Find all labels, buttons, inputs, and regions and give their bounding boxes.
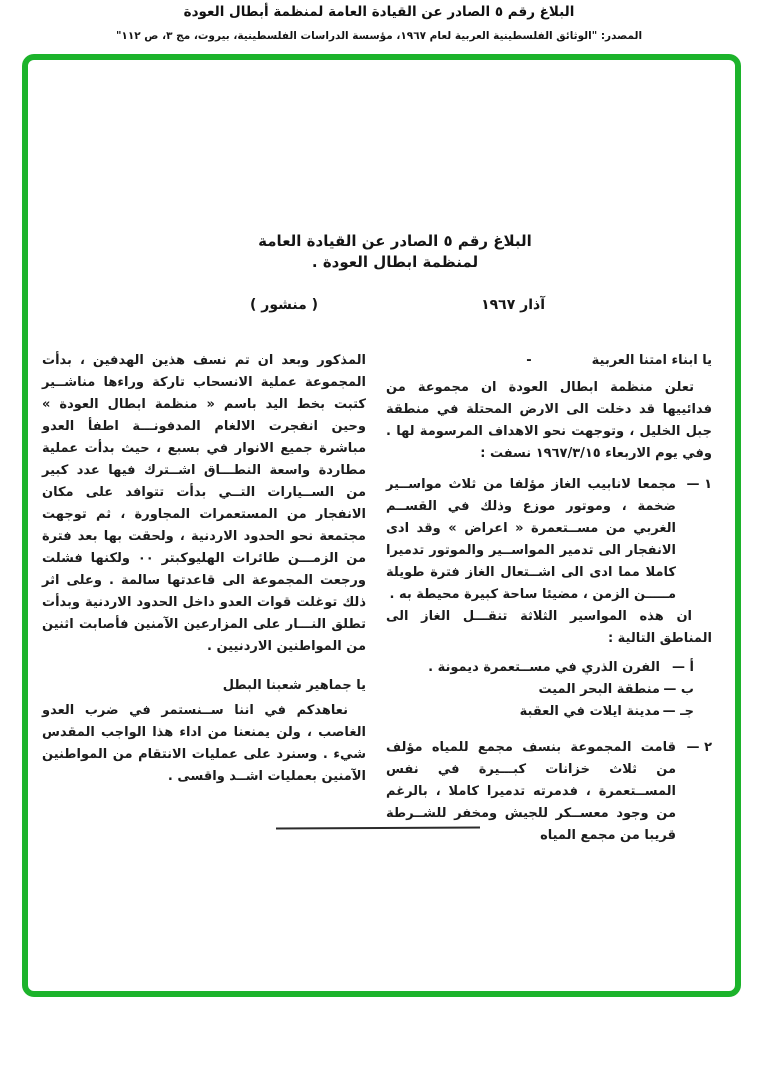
item-1-text: مجمعا لانابيب الغاز مؤلفا من ثلاث مواســير ضخمة ، وموتور موزع وذلك في القســم الغربي من مســتعمرة « اعراض » وقد ادى الانفجار الى تدمير المواســير والموتور تدميرا كاملا مما ادى الى اشــتعال الغاز فترة طويلة مـــــن الزمن ، مضيئا ساحة كبيرة محيطة به . xyxy=(386,477,676,602)
page-header xyxy=(0,4,758,42)
sub-item-c-marker: جـ — xyxy=(662,704,694,719)
item-2-marker: ٢ — xyxy=(686,740,712,755)
item-2-text: قامت المجموعة بنسف مجمع للمياه مؤلف من ثلاث خزانات كبـــيرة في نفس المســتعمرة ، فدمرته تدميرا كاملا ، بالرغم من وجود معســكر للجيش ومخفر للشــرطة قريبا من مجمع المياه xyxy=(386,740,676,843)
publication-status: ( منشور ) xyxy=(250,297,319,313)
left-column xyxy=(42,350,366,788)
sub-item-c-text: مدينة ايلات في العقبة xyxy=(519,704,660,719)
sub-item-b-text: منطقة البحر الميت xyxy=(538,682,660,697)
continuation-paragraph: المذكور وبعد ان تم نسف هذين الهدفين ، بدأت المجموعة عملية الانسحاب تاركة وراءها مناشــير كتبت بخط اليد باسم « منظمة ابطال العودة » وحين انفجرت الالغام المدفونـــة اطفأ العدو مباشرة جميع الانوار في بسبع ، حيث بدأت عملية مطاردة واسعة النطـــاق اشــترك فيها عدد كبير من الســيارات التــي بدأت تتوافد على مكان الانفجار من المستعمرات المجاورة ، ثم توجهت مجتمعة نحو الحدود الاردنية ، ولحقت بها بعد فترة من الزمـــن طائرات الهليوكبتر ٠٠ ولكنها فشلت ورجعت المجموعة الى قاعدتها سالمة . وعلى اثر ذلك توغلت قوات العدو داخل الحدود الاردنية وبدأت تطلق النـــار على المزارعين الآمنين فأصابت اثنين من المواطنين الاردنيين . xyxy=(42,353,366,654)
sub-item-list xyxy=(386,657,712,723)
sub-item-b xyxy=(386,679,694,701)
left-column-heading-text: يا جماهير شعبنا البطل xyxy=(222,678,366,693)
document-title xyxy=(175,231,615,273)
sub-item-a-text: الفرن الذري في مســتعمرة ديمونة . xyxy=(428,660,660,675)
document-title-line2: لمنظمة ابطال العودة . xyxy=(311,253,479,271)
sub-item-a-marker: أ — xyxy=(672,660,694,675)
right-column xyxy=(386,350,712,847)
document-date: آذار ١٩٦٧ xyxy=(481,297,545,313)
page-header-title: البلاغ رقم ٥ الصادر عن القيادة العامة لمنظمة أبطال العودة xyxy=(183,4,575,20)
date-row xyxy=(250,297,545,313)
numbered-item-1 xyxy=(386,474,712,606)
numbered-item-2 xyxy=(386,737,712,847)
right-column-heading xyxy=(386,350,712,372)
item-1-marker: ١ — xyxy=(686,477,712,492)
pledge-paragraph: نعاهدكم في اننا ســنستمر في ضرب العدو الغاصب ، ولن يمنعنا من اداء هذا الواجب المقدس شيء . وسنرد على عمليات الانتقام من المواطنين الآمنين بعمليات اشــد واقسى . xyxy=(42,703,366,784)
sub-item-b-marker: ب — xyxy=(663,682,694,697)
item-1-note: ان هذه المواسير الثلاثة تنقـــل الغاز الى المناطق التالية : xyxy=(386,609,712,646)
right-column-heading-text: يا ابناء امتنا العربية xyxy=(591,353,712,368)
left-column-heading xyxy=(42,675,366,697)
page-header-source: المصدر: "الوثائق الفلسطينية العربية لعام ١٩٦٧، مؤسسة الدراسات الفلسطينية، بيروت، مج ٣، ص ١١٢" xyxy=(115,30,643,42)
intro-paragraph: تعلن منظمة ابطال العودة ان مجموعة من فدائييها قد دخلت الى الارض المحتلة في منطقة جبل الخليل ، وتوجهت نحو الاهداف المرسومة لها . وفي يوم الاربعاء ١٩٦٧/٣/١٥ نسفت : xyxy=(386,380,712,461)
sub-item-a xyxy=(386,657,694,679)
right-column-heading-dash: - xyxy=(526,353,532,368)
sub-item-c xyxy=(386,701,694,723)
document-title-line1: البلاغ رقم ٥ الصادر عن القيادة العامة xyxy=(258,232,532,250)
